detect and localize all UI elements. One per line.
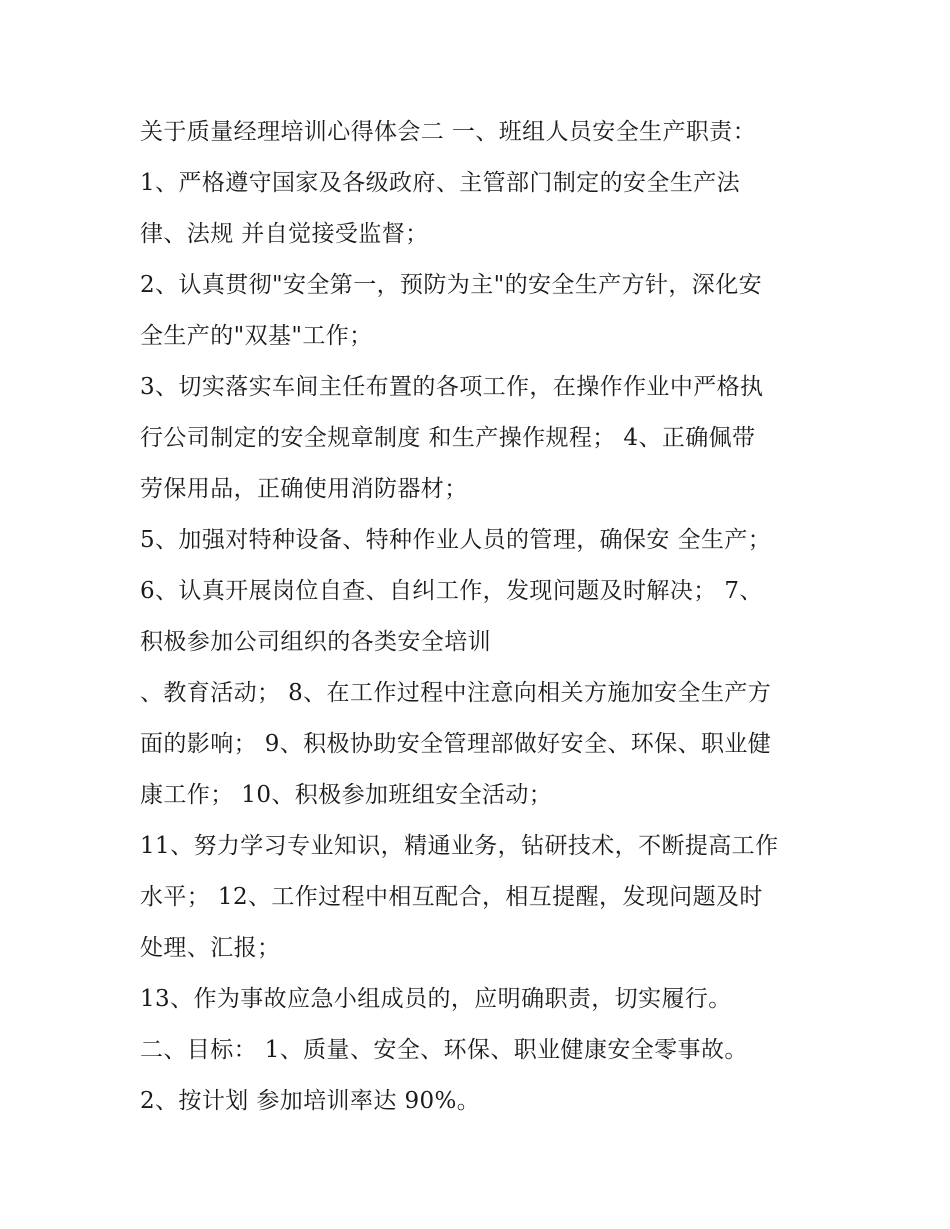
- text-line-9: 5、加强对特种设备、特种作业人员的管理，确保安 全生产；: [140, 527, 772, 553]
- text-line-16: 水平； 12、工作过程中相互配合，相互提醒，发现问题及时: [140, 884, 763, 910]
- text-line-2: 1、严格遵守国家及各级政府、主管部门制定的安全生产法: [140, 170, 741, 196]
- text-line-1: 关于质量经理培训心得体会二 一、班组人员安全生产职责：: [140, 119, 757, 145]
- text-line-11: 积极参加公司组织的各类安全培训: [140, 629, 491, 655]
- text-line-5: 全生产的"双基"工作；: [140, 323, 373, 349]
- document-body: [140, 107, 820, 1127]
- text-line-14: 康工作； 10、积极参加班组安全活动；: [140, 782, 553, 808]
- text-line-4: 2、认真贯彻"安全第一，预防为主"的安全生产方针，深化安: [140, 272, 762, 298]
- text-line-17: 处理、汇报；: [140, 935, 281, 961]
- text-line-20: 2、按计划 参加培训率达 90%。: [140, 1088, 481, 1114]
- text-line-7: 行公司制定的安全规章制度 和生产操作规程； 4、正确佩带: [140, 425, 756, 451]
- text-line-10: 6、认真开展岗位自查、自纠工作，发现问题及时解决； 7、: [140, 578, 763, 604]
- text-line-8: 劳保用品，正确使用消防器材；: [140, 476, 468, 502]
- text-line-18: 13、作为事故应急小组成员的，应明确职责，切实履行。: [140, 986, 732, 1012]
- text-line-12: 、教育活动； 8、在工作过程中注意向相关方施加安全生产方: [140, 680, 772, 706]
- text-line-15: 11、努力学习专业知识，精通业务，钻研技术，不断提高工作: [140, 833, 779, 859]
- text-line-3: 律、法规 并自觉接受监督；: [140, 221, 429, 247]
- text-line-19: 二、目标： 1、质量、安全、环保、职业健康安全零事故。: [140, 1037, 748, 1063]
- text-line-13: 面的影响； 9、积极协助安全管理部做好安全、环保、职业健: [140, 731, 772, 757]
- text-line-6: 3、切实落实车间主任布置的各项工作，在操作作业中严格执: [140, 374, 764, 400]
